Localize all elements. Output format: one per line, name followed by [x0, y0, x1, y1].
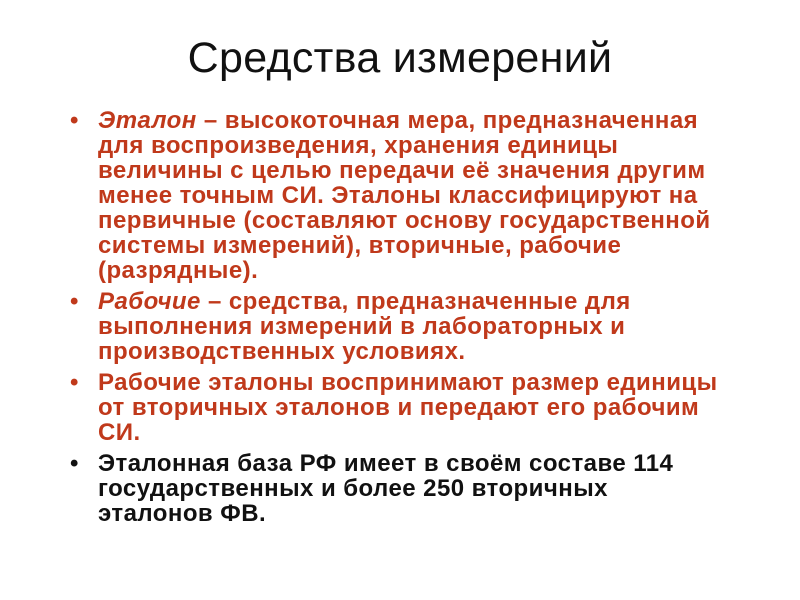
- bullet-working-etalons-text: Рабочие эталоны воспринимают размер единицы от вторичных эталонов и передают его рабочим СИ.: [98, 369, 718, 446]
- term-working: Рабочие: [98, 288, 201, 315]
- bullet-etalon-base: [70, 451, 730, 526]
- bullet-dot-icon: •: [70, 369, 79, 396]
- bullet-etalon-text: – высокоточная мера, предназначенная для воспроизведения, хранения единицы величины с целью передачи её значения другим менее точным СИ. Эталоны классифицируют на первичные (составляют основу государственной системы измерений), вторичные, рабочие (разрядные).: [98, 107, 711, 284]
- bullet-list: [70, 108, 730, 532]
- term-etalon: Эталон: [98, 107, 197, 134]
- bullet-working: [70, 289, 730, 364]
- bullet-etalon-base-text: Эталонная база РФ имеет в своём составе 114 государственных и более 250 вторичных эталонов ФВ.: [98, 450, 674, 527]
- bullet-dot-icon: •: [70, 107, 79, 134]
- bullet-dot-icon: •: [70, 288, 79, 315]
- bullet-working-text: – средства, предназначенные для выполнения измерений в лабораторных и производственных условиях.: [98, 288, 631, 365]
- slide-title: Средства измерений: [187, 34, 613, 82]
- bullet-working-etalons: [70, 370, 730, 445]
- bullet-etalon: [70, 108, 730, 283]
- bullet-dot-icon: •: [70, 450, 79, 477]
